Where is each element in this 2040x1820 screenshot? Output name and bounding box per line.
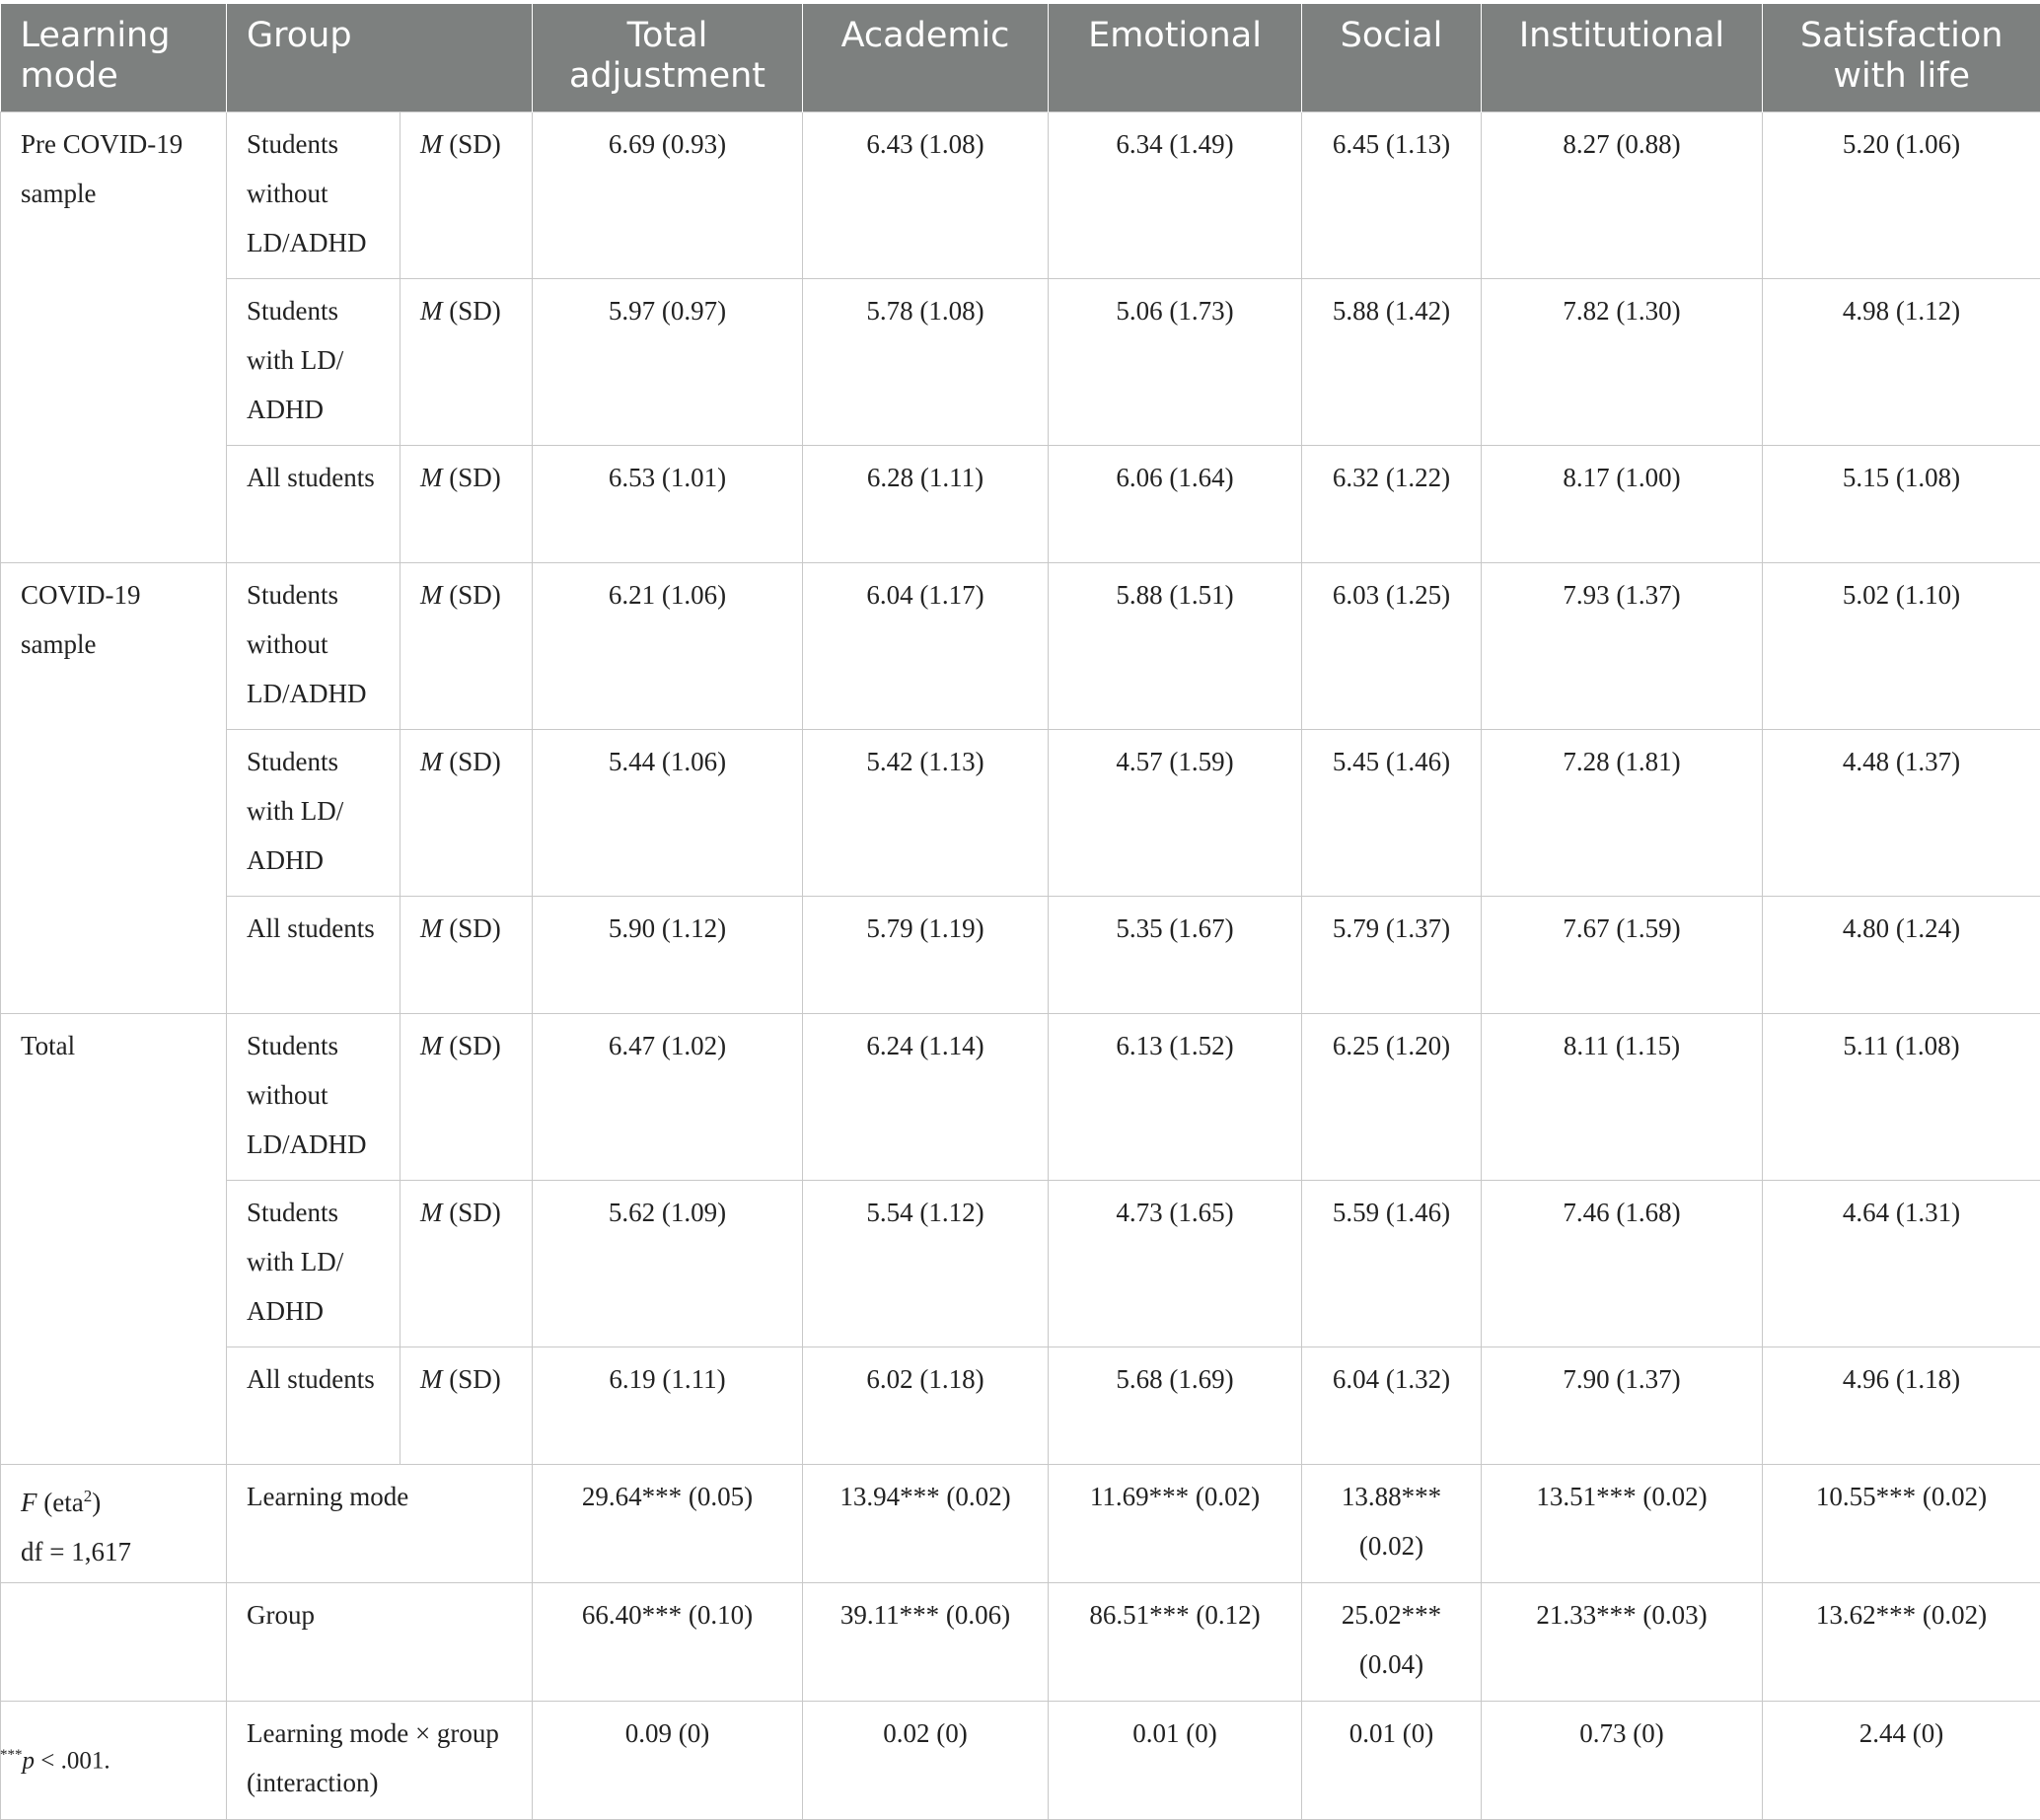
table-row <box>1 729 2040 896</box>
learning-mode-cell: COVID-19 sample <box>1 562 227 1013</box>
sd-symbol: (SD) <box>443 747 501 776</box>
header-total-adjustment: Total adjustment <box>533 4 803 111</box>
value-cell: 6.02 (1.18) <box>803 1347 1049 1464</box>
value-cell: 5.62 (1.09) <box>533 1180 803 1347</box>
learning-mode-cell: Total <box>1 1013 227 1464</box>
header-row <box>1 4 2040 111</box>
group-cell: All students <box>227 1347 401 1464</box>
effect-label-cell: Learning mode <box>227 1464 533 1582</box>
mean-symbol: M <box>420 913 443 943</box>
sd-symbol: (SD) <box>443 1364 501 1394</box>
value-cell: 4.57 (1.59) <box>1049 729 1302 896</box>
value-cell: 39.11*** (0.06) <box>803 1582 1049 1701</box>
value-cell: 6.45 (1.13) <box>1302 111 1482 278</box>
value-cell: 13.88*** (0.02) <box>1302 1464 1482 1582</box>
value-cell: 13.62*** (0.02) <box>1763 1582 2040 1701</box>
header-emotional: Emotional <box>1049 4 1302 111</box>
value-cell: 5.02 (1.10) <box>1763 562 2040 729</box>
table-row <box>1 562 2040 729</box>
group-cell: Students without LD/ADHD <box>227 562 401 729</box>
sd-symbol: (SD) <box>443 1031 501 1060</box>
value-cell: 6.69 (0.93) <box>533 111 803 278</box>
value-cell: 4.96 (1.18) <box>1763 1347 2040 1464</box>
mean-symbol: M <box>420 463 443 492</box>
mean-symbol: M <box>420 129 443 159</box>
value-cell: 66.40*** (0.10) <box>533 1582 803 1701</box>
results-table <box>0 4 2040 1820</box>
header-academic: Academic <box>803 4 1049 111</box>
value-cell: 5.88 (1.51) <box>1049 562 1302 729</box>
sd-symbol: (SD) <box>443 1198 501 1227</box>
value-cell: 8.11 (1.15) <box>1482 1013 1763 1180</box>
footnote-text: < .001. <box>35 1747 110 1774</box>
stat-label <box>401 278 533 445</box>
sd-symbol: (SD) <box>443 913 501 943</box>
value-cell: 7.46 (1.68) <box>1482 1180 1763 1347</box>
stat-label <box>401 1347 533 1464</box>
value-cell: 5.68 (1.69) <box>1049 1347 1302 1464</box>
value-cell: 6.19 (1.11) <box>533 1347 803 1464</box>
stat-label <box>401 111 533 278</box>
sd-symbol: (SD) <box>443 463 501 492</box>
value-cell: 5.35 (1.67) <box>1049 896 1302 1013</box>
stat-label <box>401 562 533 729</box>
group-cell: Students without LD/ADHD <box>227 1013 401 1180</box>
value-cell: 4.73 (1.65) <box>1049 1180 1302 1347</box>
group-cell: Students with LD/ ADHD <box>227 1180 401 1347</box>
value-cell: 11.69*** (0.02) <box>1049 1464 1302 1582</box>
value-cell: 6.24 (1.14) <box>803 1013 1049 1180</box>
value-cell: 4.48 (1.37) <box>1763 729 2040 896</box>
group-cell: Students without LD/ADHD <box>227 111 401 278</box>
value-cell: 5.06 (1.73) <box>1049 278 1302 445</box>
value-cell: 0.02 (0) <box>803 1701 1049 1819</box>
stat-label <box>401 1180 533 1347</box>
value-cell: 5.79 (1.19) <box>803 896 1049 1013</box>
table-row <box>1 1347 2040 1464</box>
stat-label <box>401 445 533 562</box>
value-cell: 7.28 (1.81) <box>1482 729 1763 896</box>
eta-text: (eta <box>37 1488 84 1517</box>
value-cell: 6.04 (1.32) <box>1302 1347 1482 1464</box>
footnote-stars: *** <box>0 1747 23 1763</box>
df-label: df = 1,617 <box>21 1527 206 1576</box>
value-cell: 10.55*** (0.02) <box>1763 1464 2040 1582</box>
value-cell: 7.90 (1.37) <box>1482 1347 1763 1464</box>
mean-symbol: M <box>420 1198 443 1227</box>
mean-symbol: M <box>420 580 443 610</box>
value-cell: 6.47 (1.02) <box>533 1013 803 1180</box>
table-row <box>1 1013 2040 1180</box>
value-cell: 5.45 (1.46) <box>1302 729 1482 896</box>
eta-superscript: 2 <box>84 1487 93 1505</box>
value-cell: 0.09 (0) <box>533 1701 803 1819</box>
value-cell: 13.51*** (0.02) <box>1482 1464 1763 1582</box>
value-cell: 0.01 (0) <box>1302 1701 1482 1819</box>
empty-cell <box>1 1582 227 1701</box>
value-cell: 5.90 (1.12) <box>533 896 803 1013</box>
value-cell: 29.64*** (0.05) <box>533 1464 803 1582</box>
group-cell: Students with LD/ ADHD <box>227 729 401 896</box>
f-eta-label <box>21 1472 206 1527</box>
value-cell: 6.32 (1.22) <box>1302 445 1482 562</box>
header-group: Group <box>227 4 533 111</box>
footnote-p: p <box>23 1747 36 1774</box>
table-row <box>1 1701 2040 1819</box>
value-cell: 7.93 (1.37) <box>1482 562 1763 729</box>
value-cell: 25.02*** (0.04) <box>1302 1582 1482 1701</box>
value-cell: 8.17 (1.00) <box>1482 445 1763 562</box>
effect-label-cell: Group <box>227 1582 533 1701</box>
mean-symbol: M <box>420 747 443 776</box>
table-row <box>1 278 2040 445</box>
value-cell: 8.27 (0.88) <box>1482 111 1763 278</box>
effect-label-cell: Learning mode × group (interaction) <box>227 1701 533 1819</box>
sd-symbol: (SD) <box>443 129 501 159</box>
value-cell: 5.88 (1.42) <box>1302 278 1482 445</box>
value-cell: 5.59 (1.46) <box>1302 1180 1482 1347</box>
mean-symbol: M <box>420 1364 443 1394</box>
table-row <box>1 1180 2040 1347</box>
f-symbol: F <box>21 1488 37 1517</box>
eta-close: ) <box>92 1488 101 1517</box>
sd-symbol: (SD) <box>443 580 501 610</box>
sd-symbol: (SD) <box>443 296 501 326</box>
value-cell: 5.97 (0.97) <box>533 278 803 445</box>
value-cell: 5.78 (1.08) <box>803 278 1049 445</box>
mean-symbol: M <box>420 1031 443 1060</box>
value-cell: 21.33*** (0.03) <box>1482 1582 1763 1701</box>
mean-symbol: M <box>420 296 443 326</box>
value-cell: 5.15 (1.08) <box>1763 445 2040 562</box>
header-social: Social <box>1302 4 1482 111</box>
value-cell: 86.51*** (0.12) <box>1049 1582 1302 1701</box>
value-cell: 5.11 (1.08) <box>1763 1013 2040 1180</box>
value-cell: 7.82 (1.30) <box>1482 278 1763 445</box>
table-row <box>1 896 2040 1013</box>
value-cell: 5.20 (1.06) <box>1763 111 2040 278</box>
value-cell: 4.64 (1.31) <box>1763 1180 2040 1347</box>
header-satisfaction: Satisfaction with life <box>1763 4 2040 111</box>
value-cell: 5.44 (1.06) <box>533 729 803 896</box>
value-cell: 6.21 (1.06) <box>533 562 803 729</box>
value-cell: 6.04 (1.17) <box>803 562 1049 729</box>
value-cell: 5.42 (1.13) <box>803 729 1049 896</box>
value-cell: 6.06 (1.64) <box>1049 445 1302 562</box>
table-footnote <box>0 1740 110 1776</box>
value-cell: 6.34 (1.49) <box>1049 111 1302 278</box>
value-cell: 6.25 (1.20) <box>1302 1013 1482 1180</box>
value-cell: 6.03 (1.25) <box>1302 562 1482 729</box>
header-learning-mode: Learning mode <box>1 4 227 111</box>
table-row <box>1 1582 2040 1701</box>
group-cell: All students <box>227 896 401 1013</box>
group-cell: Students with LD/ ADHD <box>227 278 401 445</box>
learning-mode-cell: Pre COVID-19 sample <box>1 111 227 562</box>
stat-label <box>401 896 533 1013</box>
stat-label <box>401 729 533 896</box>
value-cell: 4.80 (1.24) <box>1763 896 2040 1013</box>
value-cell: 6.53 (1.01) <box>533 445 803 562</box>
header-institutional: Institutional <box>1482 4 1763 111</box>
value-cell: 4.98 (1.12) <box>1763 278 2040 445</box>
value-cell: 0.73 (0) <box>1482 1701 1763 1819</box>
value-cell: 2.44 (0) <box>1763 1701 2040 1819</box>
value-cell: 13.94*** (0.02) <box>803 1464 1049 1582</box>
value-cell: 6.43 (1.08) <box>803 111 1049 278</box>
value-cell: 6.13 (1.52) <box>1049 1013 1302 1180</box>
table-row <box>1 1464 2040 1582</box>
value-cell: 0.01 (0) <box>1049 1701 1302 1819</box>
value-cell: 5.54 (1.12) <box>803 1180 1049 1347</box>
table-row <box>1 445 2040 562</box>
table-row <box>1 111 2040 278</box>
value-cell: 6.28 (1.11) <box>803 445 1049 562</box>
value-cell: 7.67 (1.59) <box>1482 896 1763 1013</box>
group-cell: All students <box>227 445 401 562</box>
value-cell: 5.79 (1.37) <box>1302 896 1482 1013</box>
stat-label <box>401 1013 533 1180</box>
f-test-label-cell <box>1 1464 227 1582</box>
